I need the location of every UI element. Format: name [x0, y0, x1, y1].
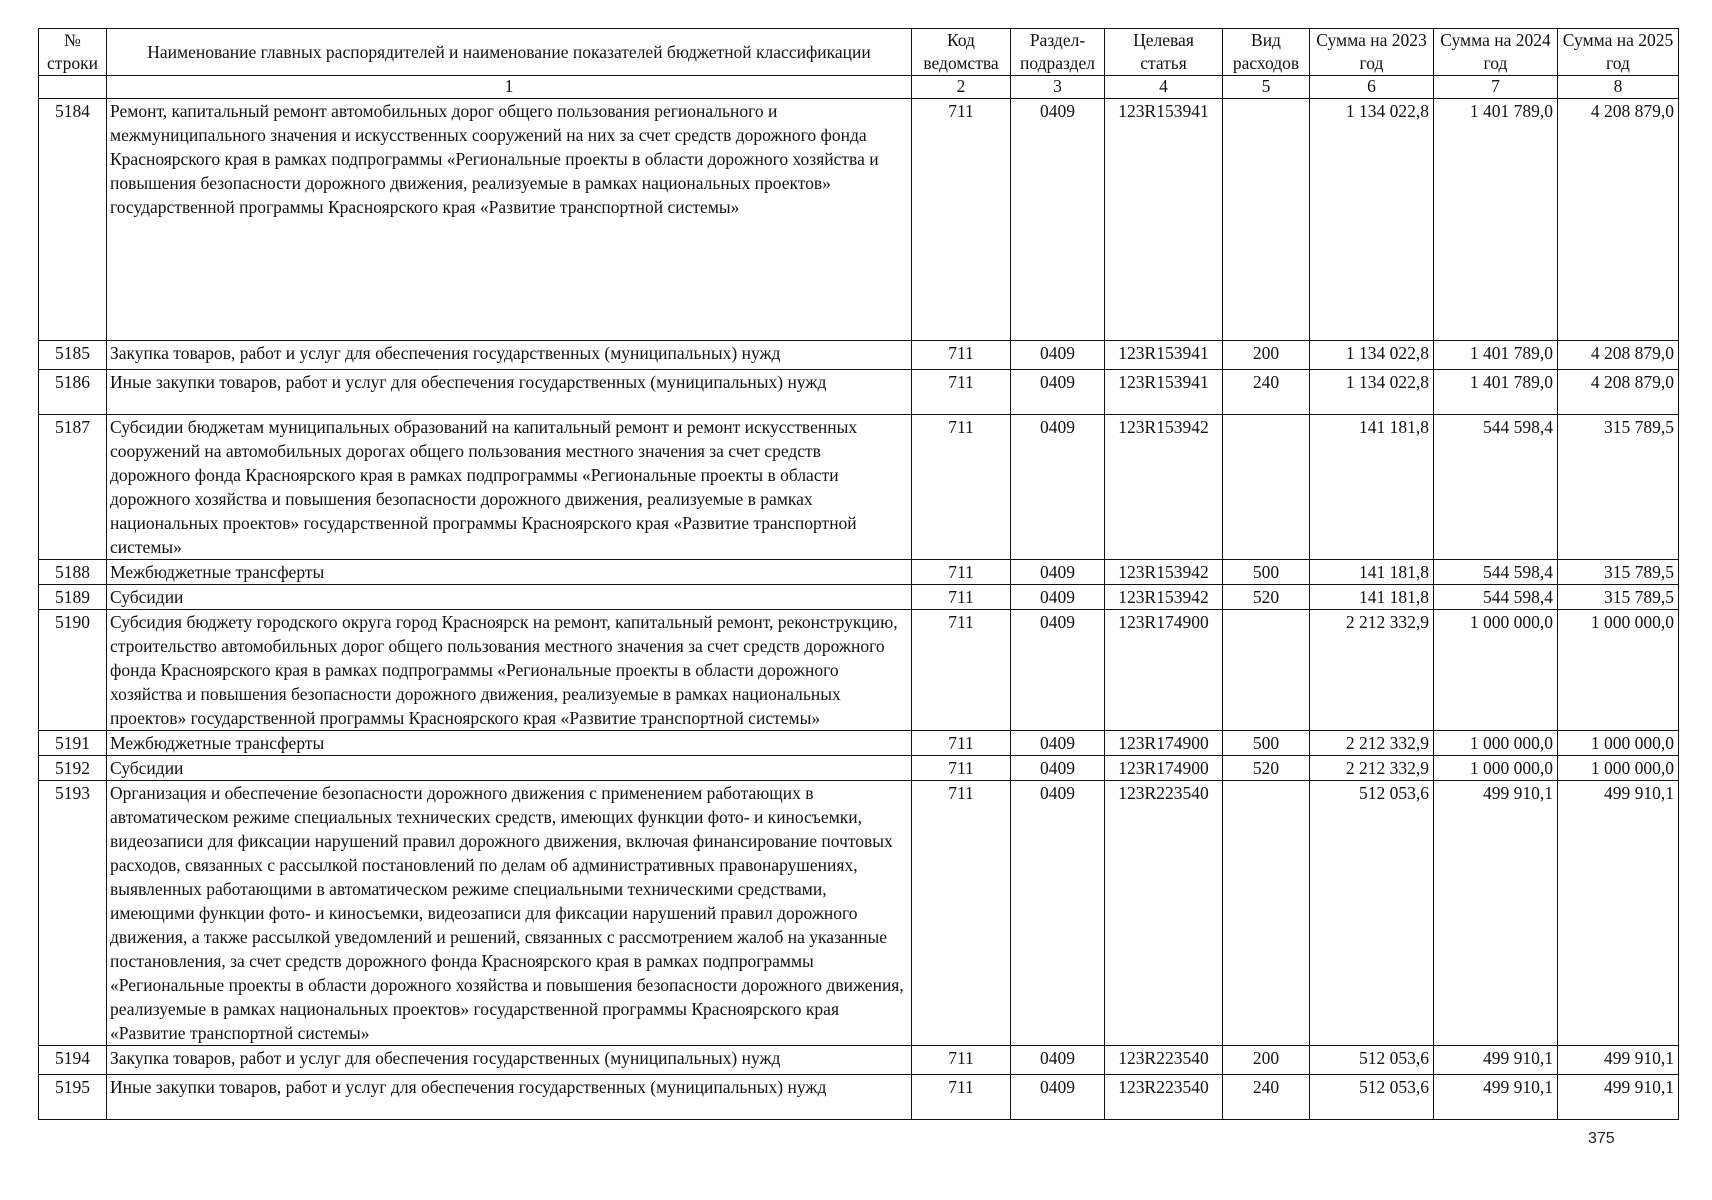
- row-sum-2025: 4 208 879,0: [1558, 99, 1679, 341]
- row-sum-2024: 1 401 789,0: [1434, 341, 1558, 370]
- row-sum-2023: 2 212 332,9: [1310, 731, 1434, 756]
- row-section-code: 0409: [1011, 731, 1105, 756]
- table-row: [39, 1075, 1679, 1120]
- row-sum-2025: 1 000 000,0: [1558, 731, 1679, 756]
- row-target-code: 123R174900: [1105, 610, 1223, 731]
- row-section-code: 0409: [1011, 560, 1105, 585]
- row-target-code: 123R223540: [1105, 781, 1223, 1046]
- row-sum-2025: 4 208 879,0: [1558, 370, 1679, 415]
- row-dept-code: 711: [912, 585, 1011, 610]
- row-number: 5192: [39, 756, 107, 781]
- row-name: Иные закупки товаров, работ и услуг для обеспечения государственных (муниципальных) нужд: [107, 1075, 912, 1120]
- row-name: Межбюджетные трансферты: [107, 731, 912, 756]
- row-kind-code: 500: [1223, 560, 1310, 585]
- row-section-code: 0409: [1011, 341, 1105, 370]
- row-sum-2024: 499 910,1: [1434, 781, 1558, 1046]
- row-number: 5184: [39, 99, 107, 341]
- colnum-cell: 5: [1223, 76, 1310, 99]
- row-target-code: 123R153942: [1105, 560, 1223, 585]
- row-dept-code: 711: [912, 1075, 1011, 1120]
- row-sum-2025: 1 000 000,0: [1558, 610, 1679, 731]
- row-section-code: 0409: [1011, 99, 1105, 341]
- table-row: [39, 585, 1679, 610]
- row-section-code: 0409: [1011, 610, 1105, 731]
- row-target-code: 123R153941: [1105, 99, 1223, 341]
- row-sum-2025: 499 910,1: [1558, 781, 1679, 1046]
- row-sum-2023: 2 212 332,9: [1310, 756, 1434, 781]
- row-sum-2025: 499 910,1: [1558, 1075, 1679, 1120]
- row-sum-2024: 1 401 789,0: [1434, 99, 1558, 341]
- header-name: Наименование главных распорядителей и наименование показателей бюджетной классификации: [107, 29, 912, 76]
- colnum-cell: 7: [1434, 76, 1558, 99]
- row-kind-code: [1223, 415, 1310, 560]
- row-kind-code: 240: [1223, 1075, 1310, 1120]
- row-name: Закупка товаров, работ и услуг для обеспечения государственных (муниципальных) нужд: [107, 341, 912, 370]
- row-kind-code: 200: [1223, 1046, 1310, 1075]
- colnum-cell: 2: [912, 76, 1011, 99]
- row-sum-2024: 1 000 000,0: [1434, 731, 1558, 756]
- row-target-code: 123R153942: [1105, 415, 1223, 560]
- row-name: Субсидии: [107, 585, 912, 610]
- row-number: 5190: [39, 610, 107, 731]
- row-number: 5191: [39, 731, 107, 756]
- colnum-cell: [39, 76, 107, 99]
- row-number: 5195: [39, 1075, 107, 1120]
- row-name: Организация и обеспечение безопасности дорожного движения с применением работающих в автоматическом режиме специальных технических средств, имеющих функции фото- и киносъемки, видеозаписи для фиксации нарушений правил дорожного движения, включая финансирование почтовых расходов, связанных с рассылкой постановлений по делам об административных правонарушениях, выявленных работающими в автоматическом режиме специальными техническими средствами, имеющими функции фото- и киносъемки, видеозаписи для фиксации нарушений правил дорожного движения, а также рассылкой уведомлений и решений, связанных с рассмотрением жалоб на указанные постановления, за счет средств дорожного фонда Красноярского края в рамках подпрограммы «Региональные проекты в области дорожного хозяйства и повышения безопасности дорожного движения, реализуемые в рамках национальных проектов» государственной программы Красноярского края «Развитие транспортной системы»: [107, 781, 912, 1046]
- row-sum-2023: 512 053,6: [1310, 781, 1434, 1046]
- row-name: Ремонт, капитальный ремонт автомобильных дорог общего пользования регионального и межмуниципального значения и искусственных сооружений на них за счет средств дорожного фонда Красноярского края в рамках подпрограммы «Региональные проекты в области дорожного хозяйства и повышения безопасности дорожного движения, реализуемые в рамках национальных проектов» государственной программы Красноярского края «Развитие транспортной системы»: [107, 99, 912, 341]
- row-sum-2024: 499 910,1: [1434, 1046, 1558, 1075]
- row-sum-2025: 1 000 000,0: [1558, 756, 1679, 781]
- row-sum-2024: 1 401 789,0: [1434, 370, 1558, 415]
- table-row: [39, 415, 1679, 560]
- row-kind-code: [1223, 99, 1310, 341]
- header-sum-2023: Сумма на 2023 год: [1310, 29, 1434, 76]
- table-row: [39, 341, 1679, 370]
- table-row: [39, 1046, 1679, 1075]
- colnum-cell: 3: [1011, 76, 1105, 99]
- table-row: [39, 370, 1679, 415]
- row-sum-2023: 1 134 022,8: [1310, 370, 1434, 415]
- header-section: Раздел-подраздел: [1011, 29, 1105, 76]
- row-name: Субсидия бюджету городского округа город Красноярск на ремонт, капитальный ремонт, реконструкцию, строительство автомобильных дорог общего пользования местного значения за счет средств дорожного фонда Красноярского края в рамках подпрограммы «Региональные проекты в области дорожного хозяйства и повышения безопасности дорожного движения, реализуемые в рамках национальных проектов» государственной программы Красноярского края «Развитие транспортной системы»: [107, 610, 912, 731]
- row-sum-2024: 1 000 000,0: [1434, 756, 1558, 781]
- row-target-code: 123R174900: [1105, 756, 1223, 781]
- row-sum-2025: 315 789,5: [1558, 415, 1679, 560]
- row-dept-code: 711: [912, 731, 1011, 756]
- header-target: Целевая статья: [1105, 29, 1223, 76]
- row-sum-2024: 544 598,4: [1434, 585, 1558, 610]
- row-sum-2025: 315 789,5: [1558, 585, 1679, 610]
- row-name: Субсидии: [107, 756, 912, 781]
- row-sum-2023: 141 181,8: [1310, 585, 1434, 610]
- colnum-cell: 4: [1105, 76, 1223, 99]
- row-kind-code: 520: [1223, 585, 1310, 610]
- row-target-code: 123R223540: [1105, 1046, 1223, 1075]
- row-number: 5193: [39, 781, 107, 1046]
- row-sum-2023: 141 181,8: [1310, 560, 1434, 585]
- row-target-code: 123R153942: [1105, 585, 1223, 610]
- row-sum-2023: 512 053,6: [1310, 1046, 1434, 1075]
- row-section-code: 0409: [1011, 1075, 1105, 1120]
- row-sum-2024: 544 598,4: [1434, 560, 1558, 585]
- row-dept-code: 711: [912, 781, 1011, 1046]
- row-section-code: 0409: [1011, 756, 1105, 781]
- colnum-cell: 8: [1558, 76, 1679, 99]
- header-sum-2025: Сумма на 2025 год: [1558, 29, 1679, 76]
- colnum-cell: 1: [107, 76, 912, 99]
- row-section-code: 0409: [1011, 415, 1105, 560]
- budget-table: [38, 28, 1679, 1120]
- row-number: 5187: [39, 415, 107, 560]
- row-number: 5185: [39, 341, 107, 370]
- row-name: Субсидии бюджетам муниципальных образований на капитальный ремонт и ремонт искусственных сооружений на автомобильных дорогах общего пользования местного значения за счет средств дорожного фонда Красноярского края в рамках подпрограммы «Региональные проекты в области дорожного хозяйства и повышения безопасности дорожного движения, реализуемые в рамках национальных проектов» государственной программы Красноярского края «Развитие транспортной системы»: [107, 415, 912, 560]
- colnum-cell: 6: [1310, 76, 1434, 99]
- row-dept-code: 711: [912, 99, 1011, 341]
- row-sum-2025: 4 208 879,0: [1558, 341, 1679, 370]
- row-sum-2023: 2 212 332,9: [1310, 610, 1434, 731]
- row-sum-2023: 141 181,8: [1310, 415, 1434, 560]
- column-number-row: [39, 76, 1679, 99]
- row-name: Закупка товаров, работ и услуг для обеспечения государственных (муниципальных) нужд: [107, 1046, 912, 1075]
- table-row: [39, 756, 1679, 781]
- row-sum-2025: 499 910,1: [1558, 1046, 1679, 1075]
- row-target-code: 123R153941: [1105, 370, 1223, 415]
- header-kind: Вид расходов: [1223, 29, 1310, 76]
- row-section-code: 0409: [1011, 585, 1105, 610]
- row-section-code: 0409: [1011, 370, 1105, 415]
- row-name: Межбюджетные трансферты: [107, 560, 912, 585]
- row-dept-code: 711: [912, 560, 1011, 585]
- row-target-code: 123R223540: [1105, 1075, 1223, 1120]
- row-dept-code: 711: [912, 610, 1011, 731]
- header-dept: Код ведомства: [912, 29, 1011, 76]
- row-sum-2025: 315 789,5: [1558, 560, 1679, 585]
- row-number: 5186: [39, 370, 107, 415]
- table-row: [39, 560, 1679, 585]
- row-sum-2023: 1 134 022,8: [1310, 99, 1434, 341]
- row-target-code: 123R153941: [1105, 341, 1223, 370]
- table-row: [39, 781, 1679, 1046]
- header-row: [39, 29, 1679, 76]
- row-number: 5189: [39, 585, 107, 610]
- row-kind-code: 240: [1223, 370, 1310, 415]
- row-kind-code: 200: [1223, 341, 1310, 370]
- table-row: [39, 99, 1679, 341]
- row-sum-2023: 512 053,6: [1310, 1075, 1434, 1120]
- row-kind-code: [1223, 781, 1310, 1046]
- row-dept-code: 711: [912, 415, 1011, 560]
- row-kind-code: 520: [1223, 756, 1310, 781]
- row-name: Иные закупки товаров, работ и услуг для обеспечения государственных (муниципальных) нужд: [107, 370, 912, 415]
- row-kind-code: [1223, 610, 1310, 731]
- row-sum-2024: 544 598,4: [1434, 415, 1558, 560]
- row-number: 5188: [39, 560, 107, 585]
- row-target-code: 123R174900: [1105, 731, 1223, 756]
- row-dept-code: 711: [912, 370, 1011, 415]
- table-row: [39, 610, 1679, 731]
- row-section-code: 0409: [1011, 781, 1105, 1046]
- row-dept-code: 711: [912, 756, 1011, 781]
- row-dept-code: 711: [912, 1046, 1011, 1075]
- header-row-no: № строки: [39, 29, 107, 76]
- table-row: [39, 731, 1679, 756]
- page-number: 375: [1588, 1130, 1615, 1147]
- row-sum-2024: 1 000 000,0: [1434, 610, 1558, 731]
- row-sum-2023: 1 134 022,8: [1310, 341, 1434, 370]
- row-kind-code: 500: [1223, 731, 1310, 756]
- row-number: 5194: [39, 1046, 107, 1075]
- header-sum-2024: Сумма на 2024 год: [1434, 29, 1558, 76]
- row-section-code: 0409: [1011, 1046, 1105, 1075]
- row-dept-code: 711: [912, 341, 1011, 370]
- row-sum-2024: 499 910,1: [1434, 1075, 1558, 1120]
